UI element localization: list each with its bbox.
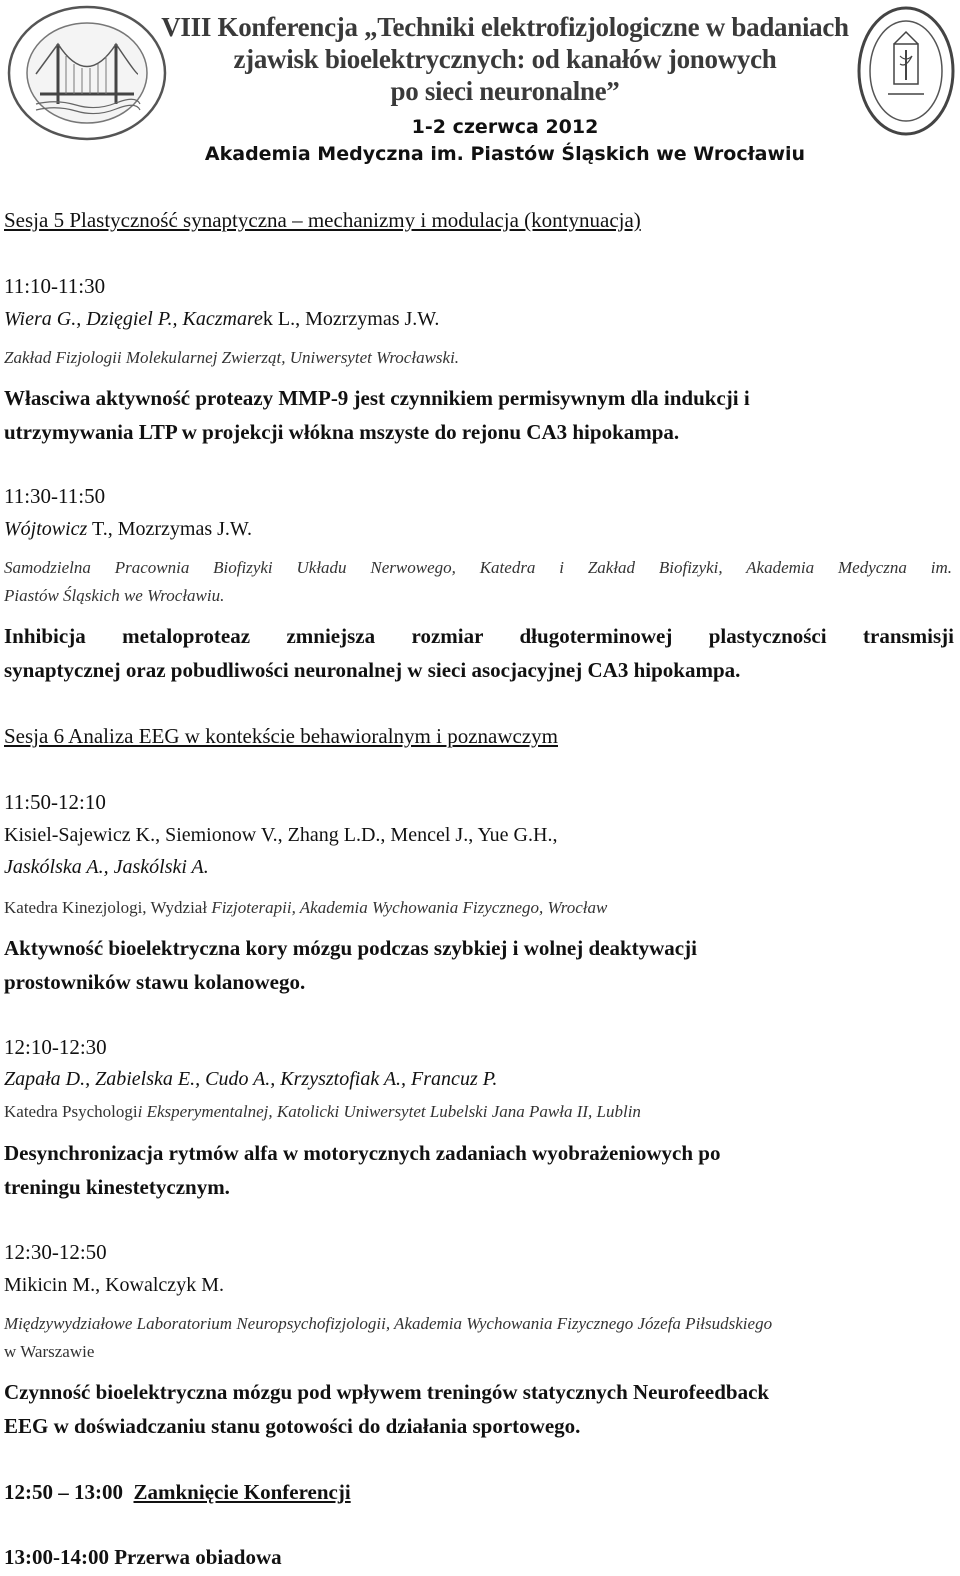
affiliation-regular: Katedra Psychologi (4, 1102, 138, 1121)
talk-time: 11:10-11:30 (4, 274, 106, 298)
talk-authors-line-1: Kisiel-Sajewicz K., Siemionow V., Zhang L.D., Mencel J., Yue G.H., (4, 824, 558, 846)
talk-affiliation-line-2: w Warszawie (4, 1342, 95, 1361)
talk-authors (4, 308, 439, 331)
talk-authors: Zapała D., Zabielska E., Cudo A., Krzysztofiak A., Francuz P. (4, 1068, 498, 1090)
talk-title-line-2: treningu kinestetycznym. (4, 1175, 230, 1199)
affiliation-italic: Fizjoterapii, Akademia Wychowania Fizycznego, Wrocław (211, 898, 608, 917)
closing-label: Zamknięcie Konferencji (133, 1480, 351, 1504)
affiliation-italic: i Eksperymentalnej, Katolicki Uniwersytet Lubelski Jana Pawła II, Lublin (137, 1102, 641, 1121)
talk-time: 11:30-11:50 (4, 484, 106, 508)
authors-regular: T., Mozrzymas J.W. (87, 518, 252, 540)
talk-title-line-1: Inhibicja metaloproteaz zmniejsza rozmiar długoterminowej plastyczności transmisji (4, 624, 954, 648)
closing-time: 12:50 – 13:00 (4, 1480, 123, 1504)
conference-date: 1-2 czerwca 2012 (411, 116, 599, 138)
talk-authors (4, 518, 252, 541)
talk-affiliation (4, 1102, 641, 1122)
authors-italic: Wójtowicz (4, 518, 88, 540)
authors-regular: k L., Mozrzymas J.W. (262, 308, 440, 330)
talk-affiliation-line-1: Międzywydziałowe Laboratorium Neuropsychofizjologii, Akademia Wychowania Fizycznego Józefa Piłsudskiego (4, 1314, 773, 1333)
authors-italic: Wiera G., Dzięgiel P., Kaczmare (4, 308, 263, 330)
talk-title-line-1: Desynchronizacja rytmów alfa w motorycznych zadaniach wyobrażeniowych po (4, 1141, 721, 1165)
talk-title-line-2: utrzymywania LTP w projekcji włókna mszyste do rejonu CA3 hipokampa. (4, 420, 680, 444)
talk-title-line-2: synaptycznej oraz pobudliwości neuronalnej w sieci asocjacyjnej CA3 hipokampa. (4, 658, 741, 682)
conference-title-line-3: po sieci neuronalne” (390, 76, 620, 106)
talk-title-line-2: EEG w doświadczaniu stanu gotowości do działania sportowego. (4, 1414, 581, 1438)
lunch-break: 13:00-14:00 Przerwa obiadowa (4, 1545, 282, 1569)
talk-affiliation-line-2: Piastów Śląskich we Wrocławiu. (4, 586, 225, 605)
conference-title-line-1: VIII Konferencja „Techniki elektrofizjologiczne w badaniach (161, 12, 849, 42)
session-5-heading: Sesja 5 Plastyczność synaptyczna – mechanizmy i modulacja (kontynuacja) (4, 208, 641, 232)
session-6-heading: Sesja 6 Analiza EEG w kontekście behawioralnym i poznawczym (4, 724, 558, 748)
talk-affiliation (4, 898, 607, 918)
conference-logo (6, 4, 168, 142)
talk-authors-line-2: Jaskólska A., Jaskólski A. (4, 856, 209, 878)
affiliation-regular: Katedra Kinezjologi, Wydział (4, 898, 212, 917)
talk-title-line-2: prostowników stawu kolanowego. (4, 970, 306, 994)
conference-venue: Akademia Medyczna im. Piastów Śląskich we Wrocławiu (204, 143, 806, 165)
academy-seal (856, 4, 956, 138)
talk-title-line-1: Aktywność bioelektryczna kory mózgu podczas szybkiej i wolnej deaktywacji (4, 936, 697, 960)
conference-title-line-2: zjawisk bioelektrycznych: od kanałów jonowych (233, 44, 777, 74)
talk-title-line-1: Czynność bioelektryczna mózgu pod wpływem treningów statycznych Neurofeedback (4, 1380, 770, 1404)
talk-time: 11:50-12:10 (4, 790, 106, 814)
talk-title-line-1: Własciwa aktywność proteazy MMP-9 jest czynnikiem permisywnym dla indukcji i (4, 386, 750, 410)
talk-authors: Mikicin M., Kowalczyk M. (4, 1274, 224, 1296)
talk-time: 12:10-12:30 (4, 1035, 107, 1059)
closing-row (4, 1480, 351, 1505)
talk-affiliation: Zakład Fizjologii Molekularnej Zwierząt, Uniwersytet Wrocławski. (4, 348, 460, 367)
talk-affiliation-line-1: Samodzielna Pracownia Biofizyki Układu Nerwowego, Katedra i Zakład Biofizyki, Akademia Medyczna im. (4, 558, 952, 577)
talk-time: 12:30-12:50 (4, 1240, 107, 1264)
